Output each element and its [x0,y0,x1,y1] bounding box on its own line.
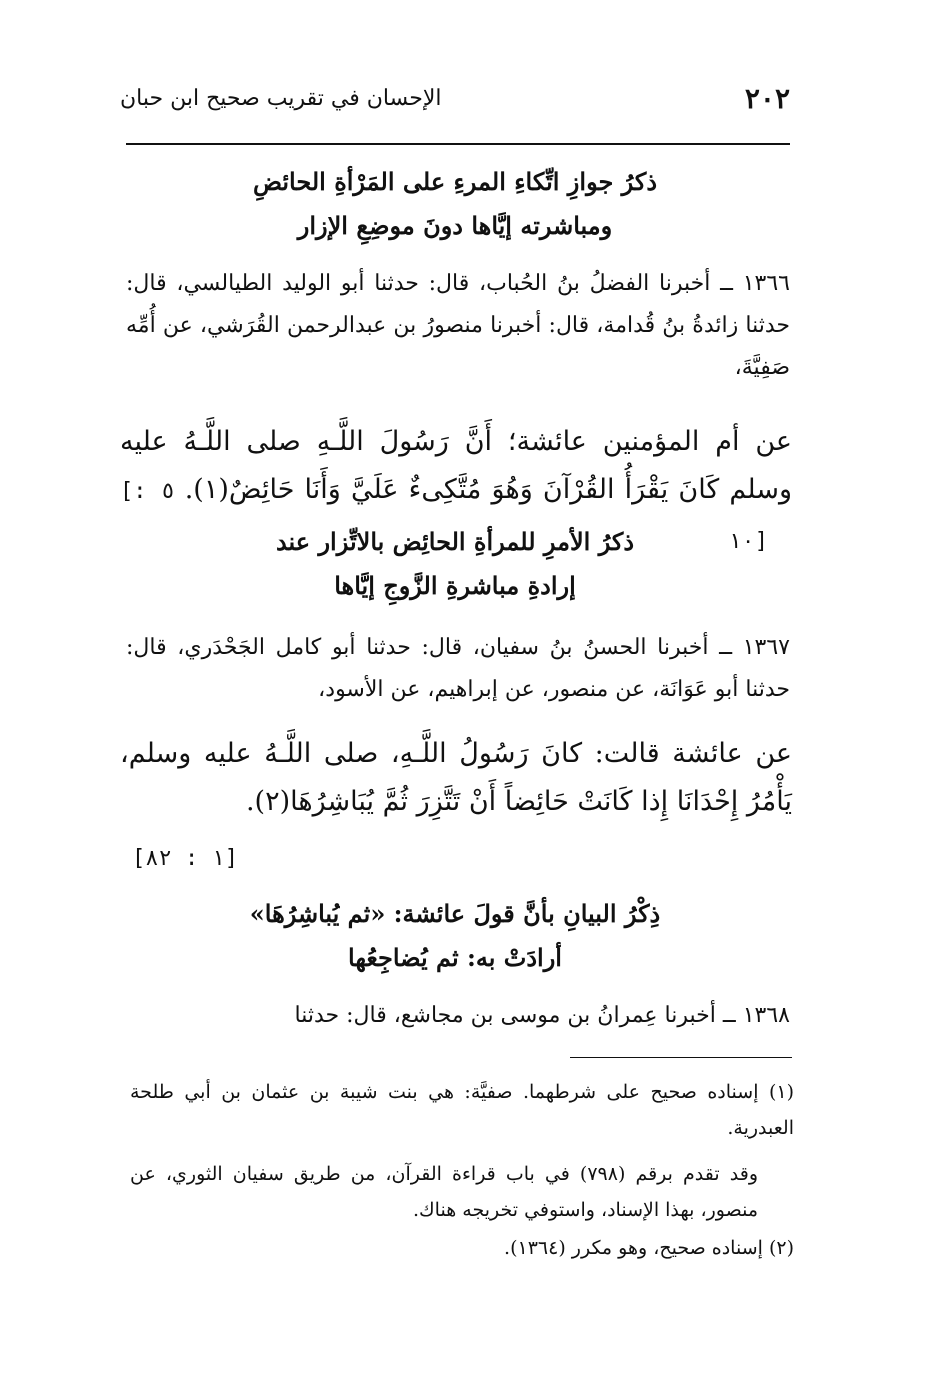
heading-line: ومباشرته إيَّاها دونَ موضِعِ الإزار [297,211,613,240]
hadith-text-1367: عن عائشة قالت: كانَ رَسُولُ اللَّـهِ، صلى اللَّـهُ عليه وسلم، يَأْمُرُ إِحْدَانَا إِذا كَانَتْ حَائِضاً أَنْ تَتَّزِرَ ثُمَّ يُبَاشِرُهَا(٢). [120,738,792,817]
footnote-2: (٢) إسناده صحيح، وهو مكرر (١٣٦٤). [504,1237,794,1259]
heading-line: ذِكْرُ البيانِ بأنَّ قولَ عائشة: «ثم يُباشِرُهَا» [249,899,661,928]
hadith-chain-1366: ١٣٦٦ ــ أخبرنا الفضلُ بنُ الحُباب، قال: حدثنا أبو الوليد الطيالسي، قال: حدثنا زائدةُ بنُ قُدامة، قال: أخبرنا منصورُ بن عبدالرحمن القُرَشي، عن أُمِّه صَفِيَّةَ، [126,271,790,380]
heading-line: إرادةِ مباشرةِ الزَّوجِ إيَّاها [334,571,576,600]
running-header [120,82,790,132]
footnote-1-continued: وقد تقدم برقم (٧٩٨) في باب قراءة القرآن، من طريق سفيان الثوري، عن منصور، بهذا الإسناد، واستوفي تخريجه هناك. [130,1163,758,1221]
heading-line: ذكرُ الأمرِ للمرأةِ الحائِض بالاتِّزار عند [275,527,635,556]
heading-line: ذكرُ جوازِ اتِّكاءِ المرءِ على المَرْأةِ الحائضِ [252,167,658,196]
heading-line: أرادَتْ به: ثم يُضاجِعُها [348,943,562,972]
section-heading-3 [120,892,790,980]
page-number: ٢٠٢ [744,82,790,115]
section-heading-1 [120,160,790,248]
footnote-divider [570,1057,792,1058]
hadith-reference: [٥ : ١٠] [120,479,768,554]
section-heading-2 [120,520,790,608]
hadith-reference: [١ : ٨٢] [132,846,238,871]
book-title: الإحسان في تقريب صحيح ابن حبان [120,86,442,111]
header-divider [126,143,790,145]
hadith-matn: عن أم المؤمنين عائشة؛ أَنَّ رَسُولَ اللَّـهِ صلى اللَّـهُ عليه وسلم كَانَ يَقْرَأُ القُرْآنَ وَهُوَ مُتَّكِىءٌ عَلَيَّ وَأَنَا حَائِضٌ(١). [120,426,792,505]
hadith-chain-1368: ١٣٦٨ ــ أخبرنا عِمرانُ بن موسى بن مجاشع، قال: حدثنا [294,1003,790,1028]
footnote-1: (١) إسناده صحيح على شرطهما. صفيَّة: هي بنت شيبة بن عثمان بن أبي طلحة العبدرية. [130,1081,794,1139]
hadith-chain-1367: ١٣٦٧ ــ أخبرنا الحسنُ بنُ سفيان، قال: حدثنا أبو كامل الجَحْدَري، قال: حدثنا أبو عَوَانَة، عن منصور، عن إبراهيم، عن الأسود، [126,635,790,702]
